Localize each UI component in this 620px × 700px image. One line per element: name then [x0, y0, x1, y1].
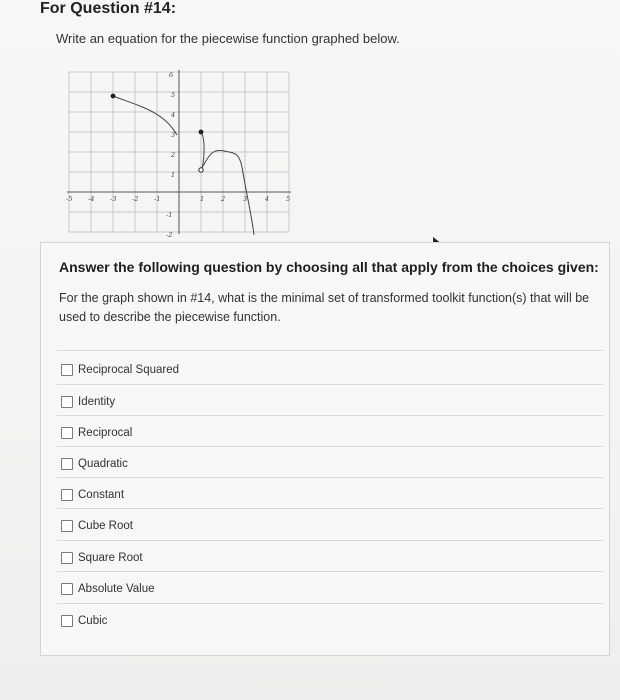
y-tick-label: 4	[171, 111, 176, 119]
option-label: Reciprocal	[78, 427, 133, 439]
option-cube-root[interactable]	[61, 520, 133, 532]
x-tick-label: -1	[154, 195, 161, 203]
x-tick-label: -2	[132, 195, 139, 203]
question-instruction: Write an equation for the piecewise function graphed below.	[56, 31, 400, 46]
option-label: Identity	[78, 396, 116, 408]
option-cubic[interactable]	[61, 615, 107, 627]
y-tick-label: 1	[171, 171, 176, 179]
question-title: Answer the following question by choosing all that apply from the choices given:	[59, 259, 599, 275]
checkbox[interactable]	[61, 364, 73, 376]
divider	[57, 508, 603, 509]
option-quadratic[interactable]	[61, 458, 128, 470]
option-constant[interactable]	[61, 489, 124, 501]
x-tick-label: -4	[88, 195, 95, 203]
option-absolute-value[interactable]	[61, 583, 155, 595]
divider	[57, 384, 603, 385]
divider	[57, 540, 603, 541]
x-tick-label: 3	[243, 195, 248, 203]
y-tick-label: -2	[166, 231, 173, 237]
option-label: Constant	[78, 489, 125, 501]
x-tick-label: 5	[286, 195, 291, 203]
function-curve	[113, 96, 254, 235]
option-label: Cubic	[78, 615, 108, 627]
divider	[57, 350, 603, 351]
y-tick-label: 3	[171, 131, 176, 139]
checkbox[interactable]	[61, 552, 73, 564]
option-label: Cube Root	[78, 520, 133, 532]
divider	[57, 603, 603, 604]
option-reciprocal-squared[interactable]	[61, 364, 179, 376]
option-square-root[interactable]	[61, 552, 143, 564]
checkbox[interactable]	[61, 458, 73, 470]
y-tick-label: 2	[171, 151, 176, 159]
y-tick-label: -1	[166, 211, 173, 219]
checkbox[interactable]	[61, 615, 73, 627]
question-number-title: For Question #14:	[40, 0, 177, 17]
divider	[57, 446, 603, 447]
checkbox[interactable]	[61, 583, 73, 595]
checkbox[interactable]	[61, 489, 73, 501]
x-tick-label: 4	[265, 195, 270, 203]
x-tick-label: 2	[221, 195, 226, 203]
y-tick-label: 5	[171, 91, 176, 99]
option-label: Reciprocal Squared	[78, 364, 180, 376]
option-reciprocal[interactable]	[61, 427, 132, 439]
y-tick-label: 6	[169, 71, 174, 79]
option-label: Absolute Value	[78, 583, 155, 595]
question-card	[40, 242, 610, 656]
question-body: For the graph shown in #14, what is the minimal set of transformed toolkit function(s) that will be used to describe the piecewise function.	[59, 291, 590, 324]
piecewise-graph	[64, 67, 294, 237]
option-label: Quadratic	[78, 458, 128, 470]
divider	[57, 477, 603, 478]
option-identity[interactable]	[61, 396, 115, 408]
divider	[57, 415, 603, 416]
x-tick-label: -3	[110, 195, 117, 203]
checkbox[interactable]	[61, 396, 73, 408]
checkbox[interactable]	[61, 427, 73, 439]
option-label: Square Root	[78, 552, 143, 564]
divider	[57, 571, 603, 572]
checkbox[interactable]	[61, 520, 73, 532]
x-tick-label: -5	[66, 195, 73, 203]
x-tick-label: 1	[200, 195, 205, 203]
